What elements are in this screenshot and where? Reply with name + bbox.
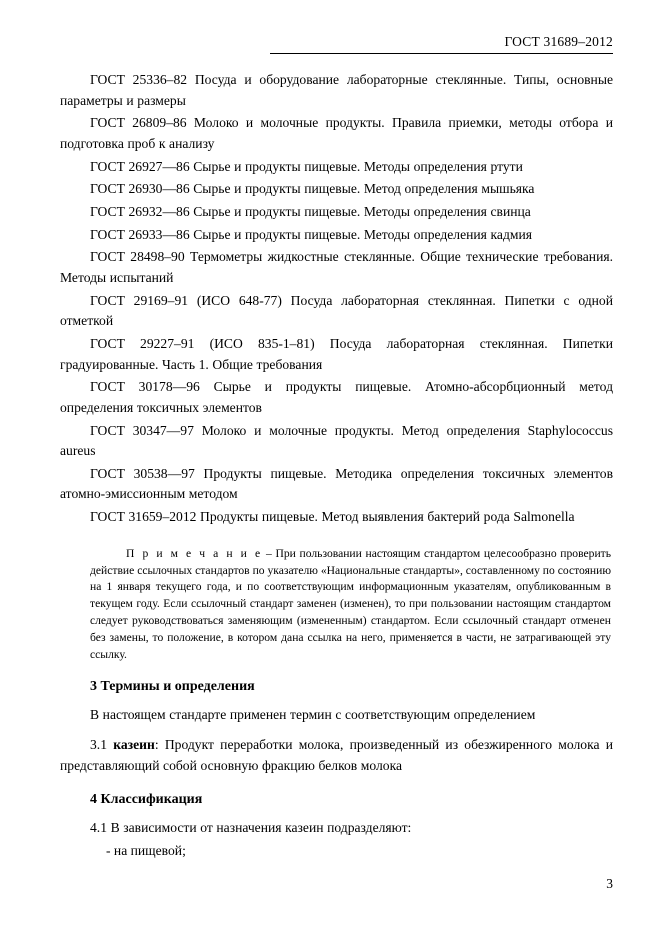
reference-paragraph: ГОСТ 31659–2012 Продукты пищевые. Метод выявления бактерий рода Salmonella — [90, 509, 575, 525]
reference-paragraph: ГОСТ 28498–90 Термометры жидкостные стеклянные. Общие технические требования. Методы испытаний — [60, 249, 613, 285]
term-clause-number: 3.1 — [90, 737, 114, 753]
reference-paragraph: ГОСТ 30347—97 Молоко и молочные продукты. Метод определения Staphylococcus aureus — [60, 422, 613, 459]
section-heading-classification: 4 Классификация — [90, 792, 203, 808]
term-word: казеин — [113, 737, 155, 753]
reference-paragraph: ГОСТ 26930—86 Сырье и продукты пищевые. Метод определения мышьяка — [90, 181, 535, 197]
page-number: 3 — [606, 876, 613, 891]
reference-paragraph: ГОСТ 30538—97 Продукты пищевые. Методика определения токсичных элементов атомно-эмиссионным методом — [60, 465, 613, 502]
reference-paragraph: ГОСТ 26932—86 Сырье и продукты пищевые. Методы определения свинца — [90, 203, 531, 219]
classification-paragraph: 4.1 В зависимости от назначения казеин подразделяют: — [90, 820, 412, 836]
reference-paragraph: ГОСТ 29227–91 (ИСО 835-1–81) Посуда лабораторная стеклянная. Пипетки градуированные. Часть 1. Общие требования — [60, 335, 613, 372]
term-definition-paragraph — [60, 735, 613, 776]
page-header: ГОСТ 31689–2012 — [270, 34, 613, 54]
reference-paragraph: ГОСТ 26809–86 Молоко и молочные продукты. Правила приемки, методы отбора и подготовка проб к анализу — [60, 115, 613, 151]
reference-paragraph: ГОСТ 25336–82 Посуда и оборудование лабораторные стеклянные. Типы, основные параметры и размеры — [60, 72, 613, 108]
note-lead-label: П р и м е ч а н и е — [126, 546, 263, 560]
terms-intro-paragraph: В настоящем стандарте применен термин с соответствующим определением — [90, 707, 536, 723]
reference-paragraph: ГОСТ 26933—86 Сырье и продукты пищевые. Методы определения кадмия — [90, 226, 532, 242]
note-text: При пользовании настоящим стандартом целесообразно проверить действие ссылочных стандартов по указателю «Национальные стандарты», составленному по состоянию на 1 января текущего года, и по соответствующим информационным указателям, опубликованным в текущем году. Если ссылочный стандарт заменен (изменен), то при пользовании настоящим стандартом следует руководствоваться заменяющим (измененным) стандартом. Если ссылочный стандарт отменен без замены, то положение, в котором дана ссылка на него, применяется в части, не затрагивающей эту ссылку. — [90, 546, 611, 661]
term-definition-text: : Продукт переработки молока, произведенный из обезжиренного молока и представляющий собой основную фракцию белков молока — [60, 737, 614, 773]
note-block — [60, 546, 613, 664]
reference-paragraph: ГОСТ 30178—96 Сырье и продукты пищевые. Атомно-абсорбционный метод определения токсичных элементов — [60, 379, 613, 415]
reference-paragraph: ГОСТ 26927—86 Сырье и продукты пищевые. Методы определения ртути — [90, 158, 523, 174]
reference-paragraph: ГОСТ 29169–91 (ИСО 648-77) Посуда лабораторная стеклянная. Пипетки с одной отметкой — [60, 292, 613, 329]
list-item: - на пищевой; — [106, 842, 186, 858]
note-dash: – — [262, 546, 276, 560]
section-heading-terms: 3 Термины и определения — [90, 679, 255, 695]
